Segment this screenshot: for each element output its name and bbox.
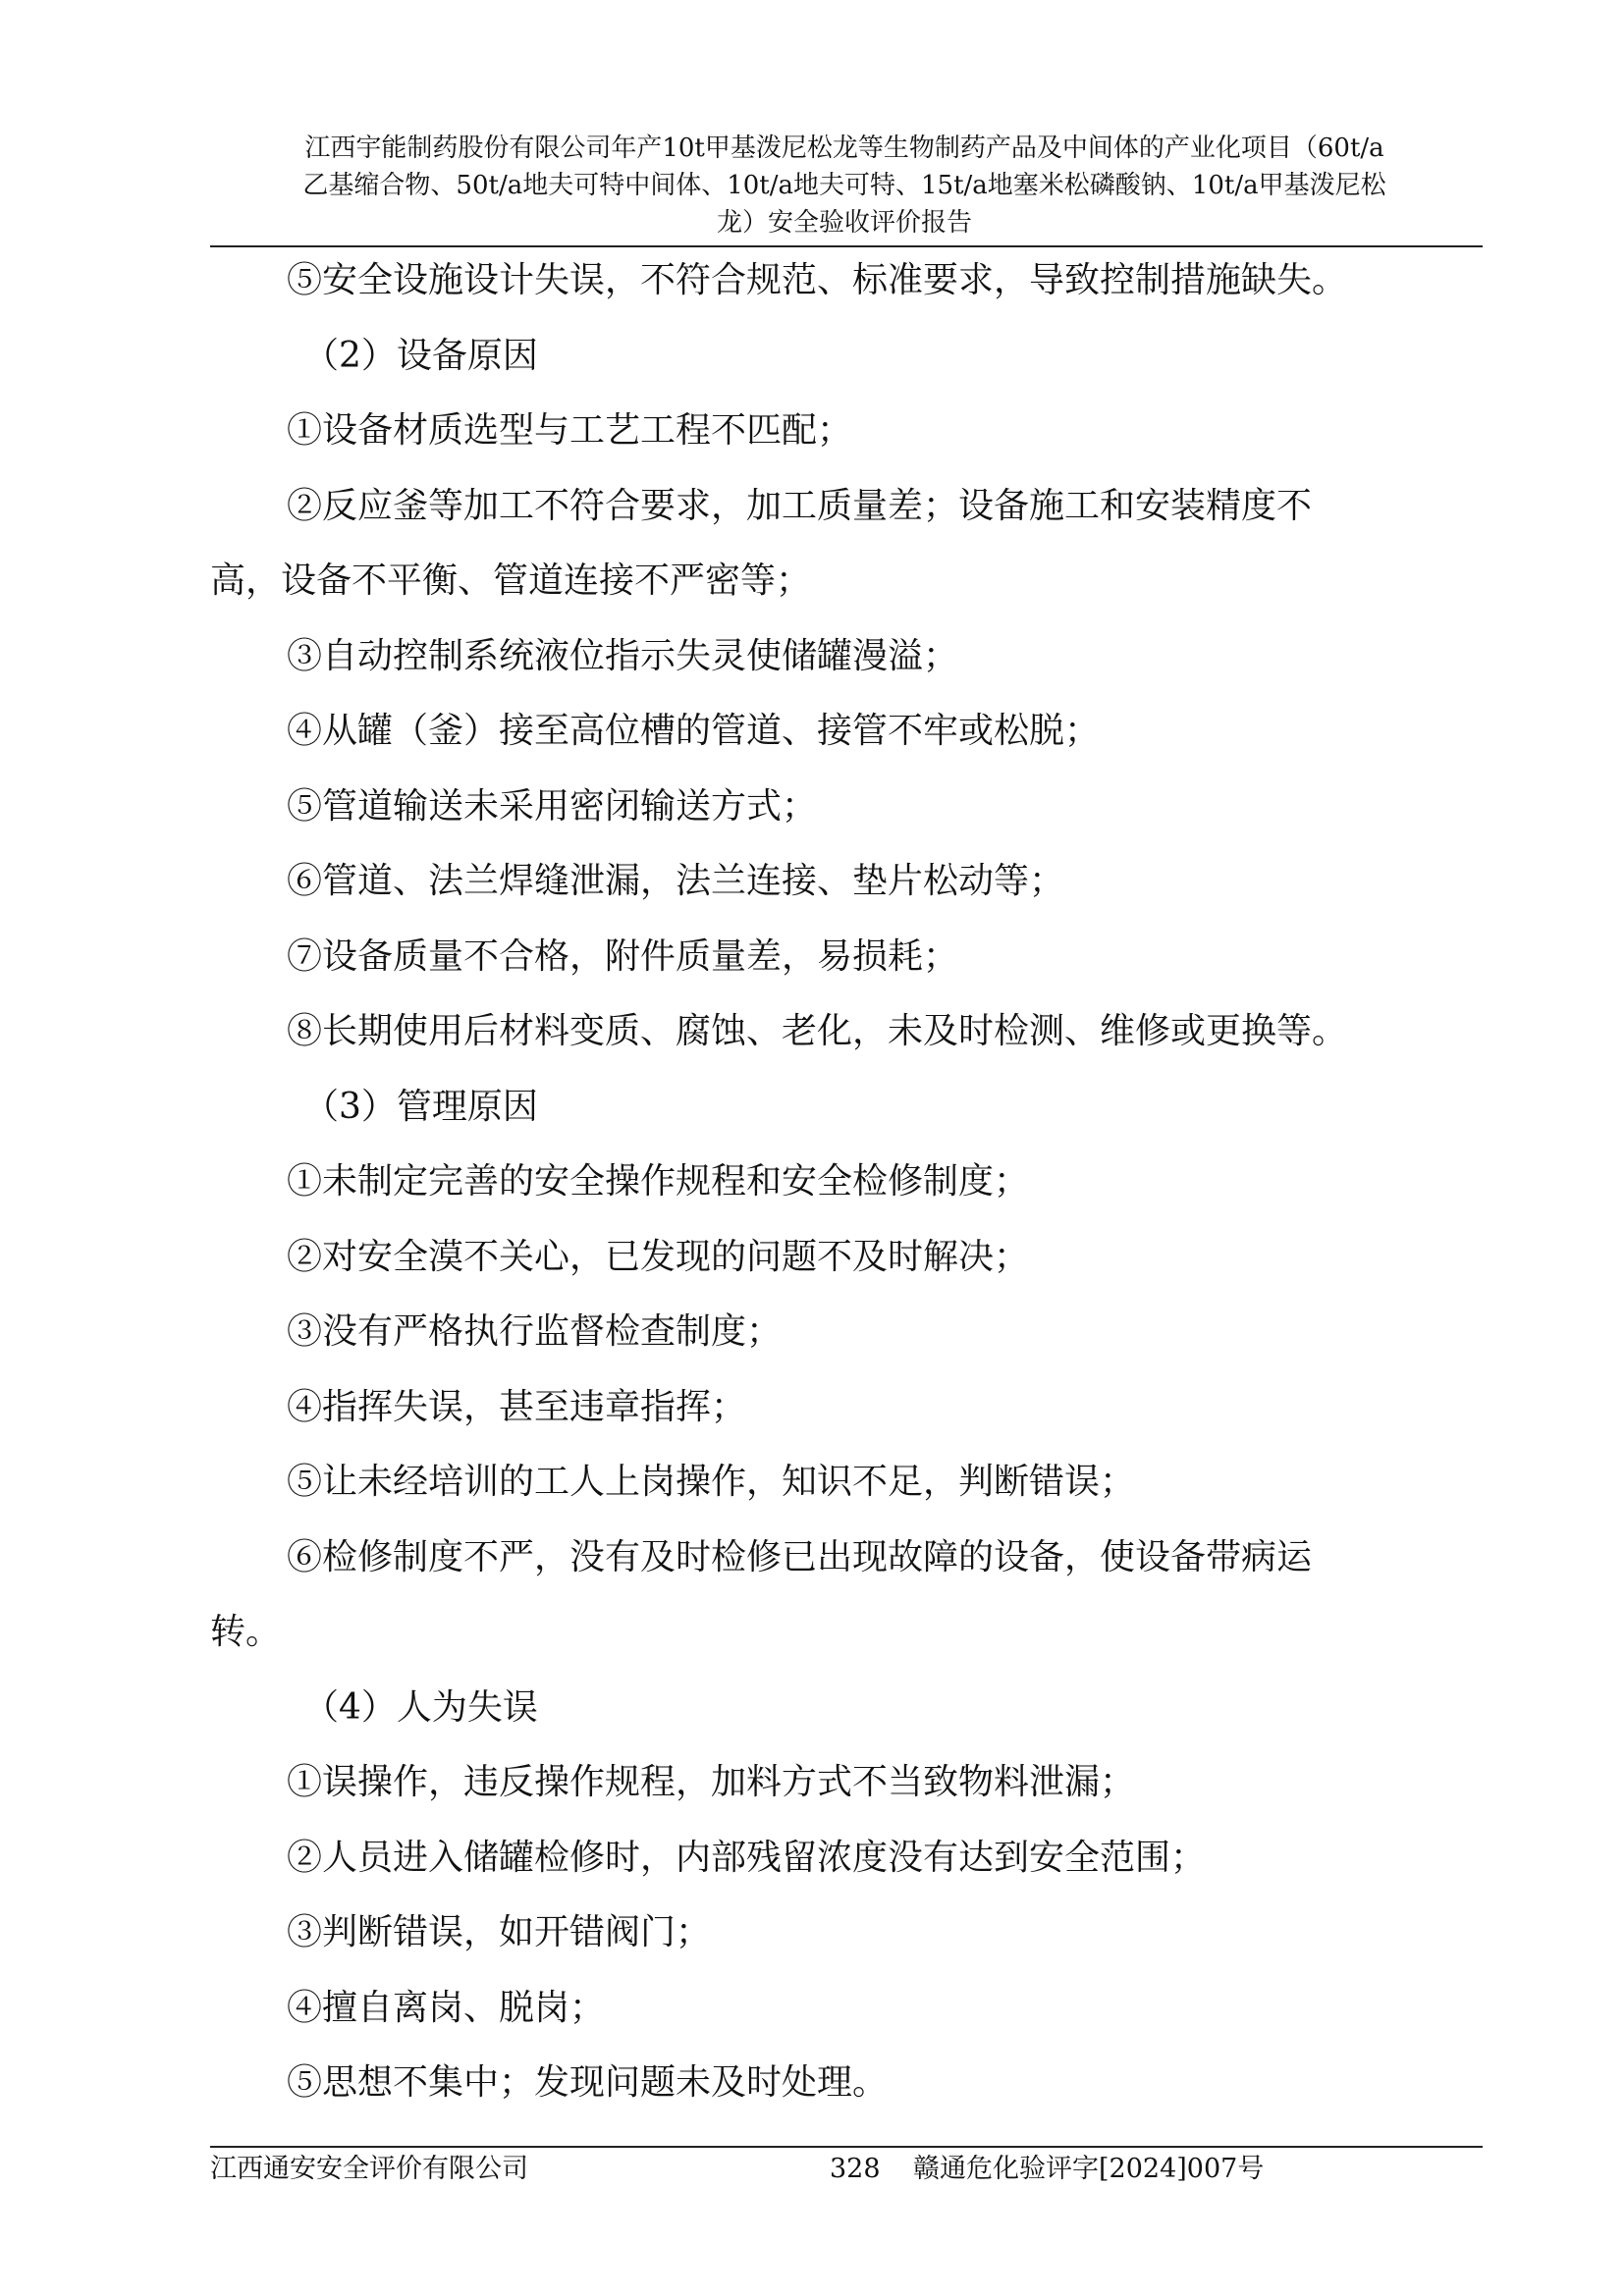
paragraph-line: ②反应釜等加工不符合要求，加工质量差；设备施工和安装精度不 bbox=[287, 485, 1313, 526]
paragraph-line: ④从罐（釜）接至高位槽的管道、接管不牢或松脱； bbox=[287, 711, 1101, 751]
paragraph-line: ⑤管道输送未采用密闭输送方式； bbox=[287, 785, 818, 827]
header-title-line-1: 江西宇能制药股份有限公司年产10t甲基泼尼松龙等生物制药产品及中间体的产业化项目（60t/a bbox=[304, 133, 1384, 163]
paragraph-line: ②人员进入储罐检修时，内部残留浓度没有达到安全范围； bbox=[287, 1837, 1207, 1878]
paragraph-line: ①未制定完善的安全操作规程和安全检修制度； bbox=[287, 1161, 1030, 1201]
body-text bbox=[210, 243, 1483, 2121]
header-title-line-2: 乙基缩合物、50t/a地夫可特中间体、10t/a地夫可特、15t/a地塞米松磷酸钠、10t/a甲基泼尼松 bbox=[302, 171, 1386, 200]
footer-company: 江西通安安全评价有限公司 bbox=[210, 2154, 528, 2184]
paragraph-line: ④指挥失误，甚至违章指挥； bbox=[287, 1386, 747, 1427]
paragraph-line: ③自动控制系统液位指示失灵使储罐漫溢； bbox=[287, 635, 959, 676]
section-heading-human-error: （4）人为失误 bbox=[303, 1686, 538, 1728]
paragraph-line: ⑤让未经培训的工人上岗操作，知识不足，判断错误； bbox=[287, 1462, 1136, 1502]
paragraph-line: ①误操作，违反操作规程，加料方式不当致物料泄漏； bbox=[287, 1762, 1136, 1802]
paragraph-line: ⑧长期使用后材料变质、腐蚀、老化，未及时检测、维修或更换等。 bbox=[287, 1011, 1348, 1051]
paragraph-line: ⑥检修制度不严，没有及时检修已出现故障的设备，使设备带病运 bbox=[287, 1536, 1313, 1577]
paragraph-line: ⑦设备质量不合格，附件质量差，易损耗； bbox=[287, 935, 959, 977]
section-heading-management: （3）管理原因 bbox=[303, 1086, 538, 1127]
paragraph-line-continued: 转。 bbox=[210, 1612, 282, 1652]
header-title-line-3: 龙）安全验收评价报告 bbox=[716, 208, 972, 238]
paragraph-line: ④擅自离岗、脱岗； bbox=[287, 1987, 606, 2028]
paragraph-line: ③判断错误，如开错阀门； bbox=[287, 1912, 712, 1952]
paragraph-line: ⑤安全设施设计失误，不符合规范、标准要求，导致控制措施缺失。 bbox=[287, 260, 1348, 300]
footer-divider bbox=[210, 2146, 1483, 2148]
paragraph-line-continued: 高，设备不平衡、管道连接不严密等； bbox=[210, 561, 812, 601]
section-heading-equipment: （2）设备原因 bbox=[303, 335, 538, 376]
report-header bbox=[216, 130, 1473, 241]
paragraph-line: ②对安全漠不关心，已发现的问题不及时解决； bbox=[287, 1236, 1030, 1277]
page-number: 328 bbox=[830, 2154, 881, 2184]
document-code: 赣通危化验评字[2024]007号 bbox=[913, 2154, 1265, 2184]
paragraph-line: ③没有严格执行监督检查制度； bbox=[287, 1311, 783, 1352]
paragraph-line: ⑥管道、法兰焊缝泄漏，法兰连接、垫片松动等； bbox=[287, 861, 1065, 901]
paragraph-line: ⑤思想不集中；发现问题未及时处理。 bbox=[287, 2062, 889, 2103]
paragraph-line: ①设备材质选型与工艺工程不匹配； bbox=[287, 410, 853, 451]
